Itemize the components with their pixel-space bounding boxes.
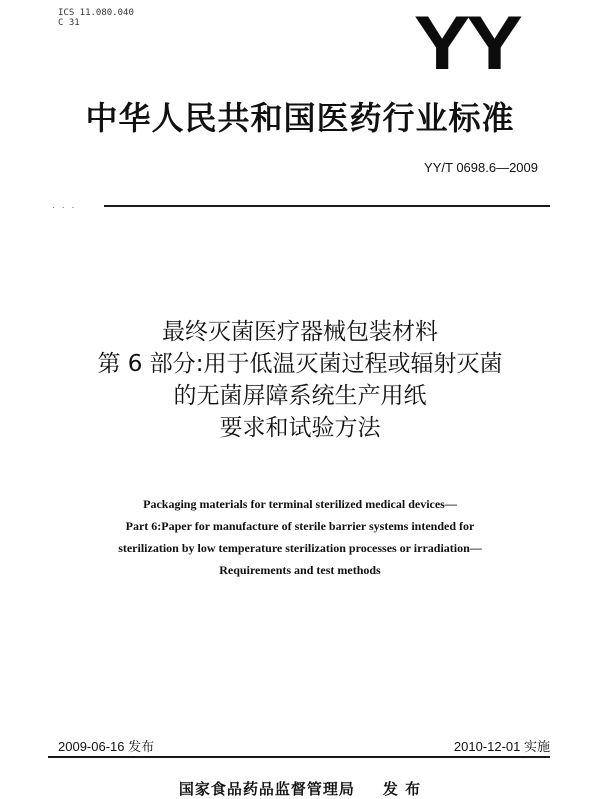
rule-dots: . . . — [52, 201, 77, 211]
issuer-name: 国家食品药品监督管理局 — [178, 780, 355, 798]
english-title-line: Packaging materials for terminal sterilized medical devices— — [143, 497, 457, 511]
english-title — [0, 493, 600, 581]
chinese-title-line: 要求和试验方法 — [219, 415, 381, 441]
chinese-title-line: 的无菌屏障系统生产用纸 — [173, 383, 427, 409]
implement-date: 2010-12-01 实施 — [453, 739, 550, 754]
english-title-line: Part 6:Paper for manufacture of sterile barrier systems intended for — [125, 519, 475, 533]
chinese-title — [0, 316, 600, 444]
issue-word: 发 布 — [382, 780, 422, 798]
english-title-line: sterilization by low temperature sterilization processes or irradiation— — [118, 541, 482, 555]
english-title-line: Requirements and test methods — [219, 563, 381, 577]
standard-code: YY/T 0698.6—2009 — [424, 160, 538, 175]
organization-title: 中华人民共和国医药行业标准 — [85, 99, 515, 137]
ics-code: ICS 11.080.040 — [58, 8, 134, 18]
chinese-title-line: 第 6 部分:用于低温灭菌过程或辐射灭菌 — [97, 351, 503, 377]
ccs-code: C 31 — [58, 18, 80, 28]
footer-divider — [48, 756, 550, 758]
header-divider — [104, 205, 550, 207]
chinese-title-line: 最终灭菌医疗器械包装材料 — [162, 319, 438, 345]
publish-date: 2009-06-16 发布 — [58, 739, 155, 754]
yy-logo: YY — [413, 1, 518, 86]
